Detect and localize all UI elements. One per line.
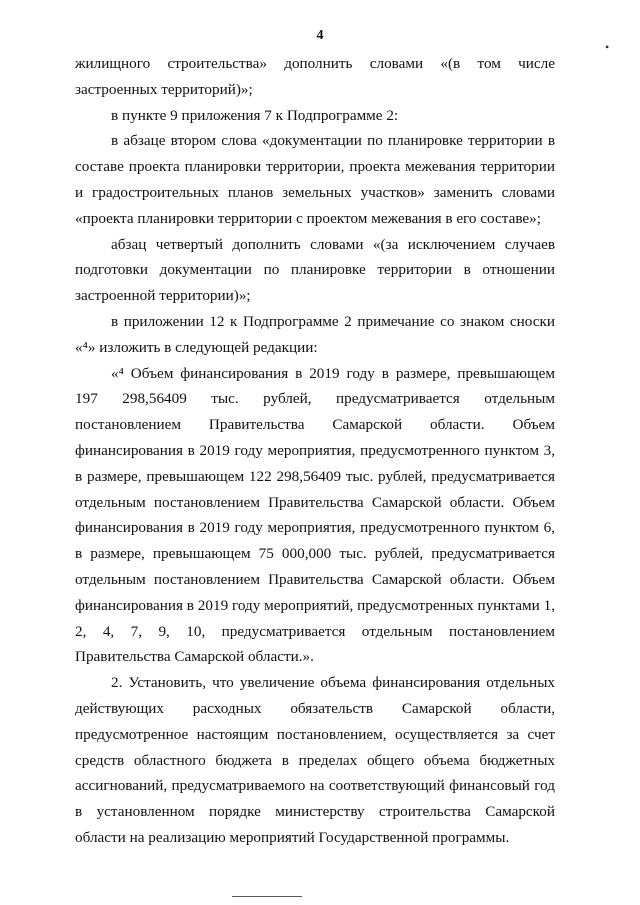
bottom-divider	[232, 896, 302, 897]
page-number: 4	[316, 28, 324, 43]
paragraph-1: жилищного строительства» дополнить словами «(в том числе застроенных территорий)»;	[75, 55, 555, 98]
scan-mark: •	[605, 40, 610, 54]
paragraph-7: 2. Установить, что увеличение объема финансирования отдельных действующих расходных обязательств Самарской области, предусмотренное настоящим постановлением, осуществляется за счет средств областного бюджета в пределах общего объема бюджетных ассигнований, предусматриваемого на соответствующий финансовый год в установленном порядке министерству строительства Самарской области на реализацию мероприятий Государственной программы.	[75, 674, 555, 846]
paragraph-6-footnote-text: «⁴ Объем финансирования в 2019 году в размере, превышающем 197 298,56409 тыс. рублей, предусматривается отдельным постановлением Правительства Самарской области. Объем финансирования в 2019 году мероприятия, предусмотренного пунктом 3, в размере, превышающем 122 298,56409 тыс. рублей, предусматривается отдельным постановлением Правительства Самарской области. Объем финансирования в 2019 году мероприятия, предусмотренного пунктом 6, в размере, превышающем 75 000,000 тыс. рублей, предусматривается отдельным постановлением Правительства Самарской области. Объем финансирования в 2019 году мероприятий, предусмотренных пунктами 1, 2, 4, 7, 9, 10, предусматривается отдельным постановлением Правительства Самарской области.».	[75, 364, 555, 666]
paragraph-5: в приложении 12 к Подпрограмме 2 примечание со знаком сноски «⁴» изложить в следующей редакции:	[75, 312, 555, 356]
paragraph-3: в абзаце втором слова «документации по планировке территории в составе проекта планировки территории, проекта межевания территории и градостроительных планов земельных участков» заменить словами «проекта планировки территории с проектом межевания в его составе»;	[75, 132, 555, 227]
paragraph-2: в пункте 9 приложения 7 к Подпрограмме 2:	[111, 106, 399, 124]
paragraph-4: абзац четвертый дополнить словами «(за исключением случаев подготовки документации по планировке территории в отношении застроенной территории)»;	[75, 235, 555, 305]
document-body	[75, 51, 555, 851]
